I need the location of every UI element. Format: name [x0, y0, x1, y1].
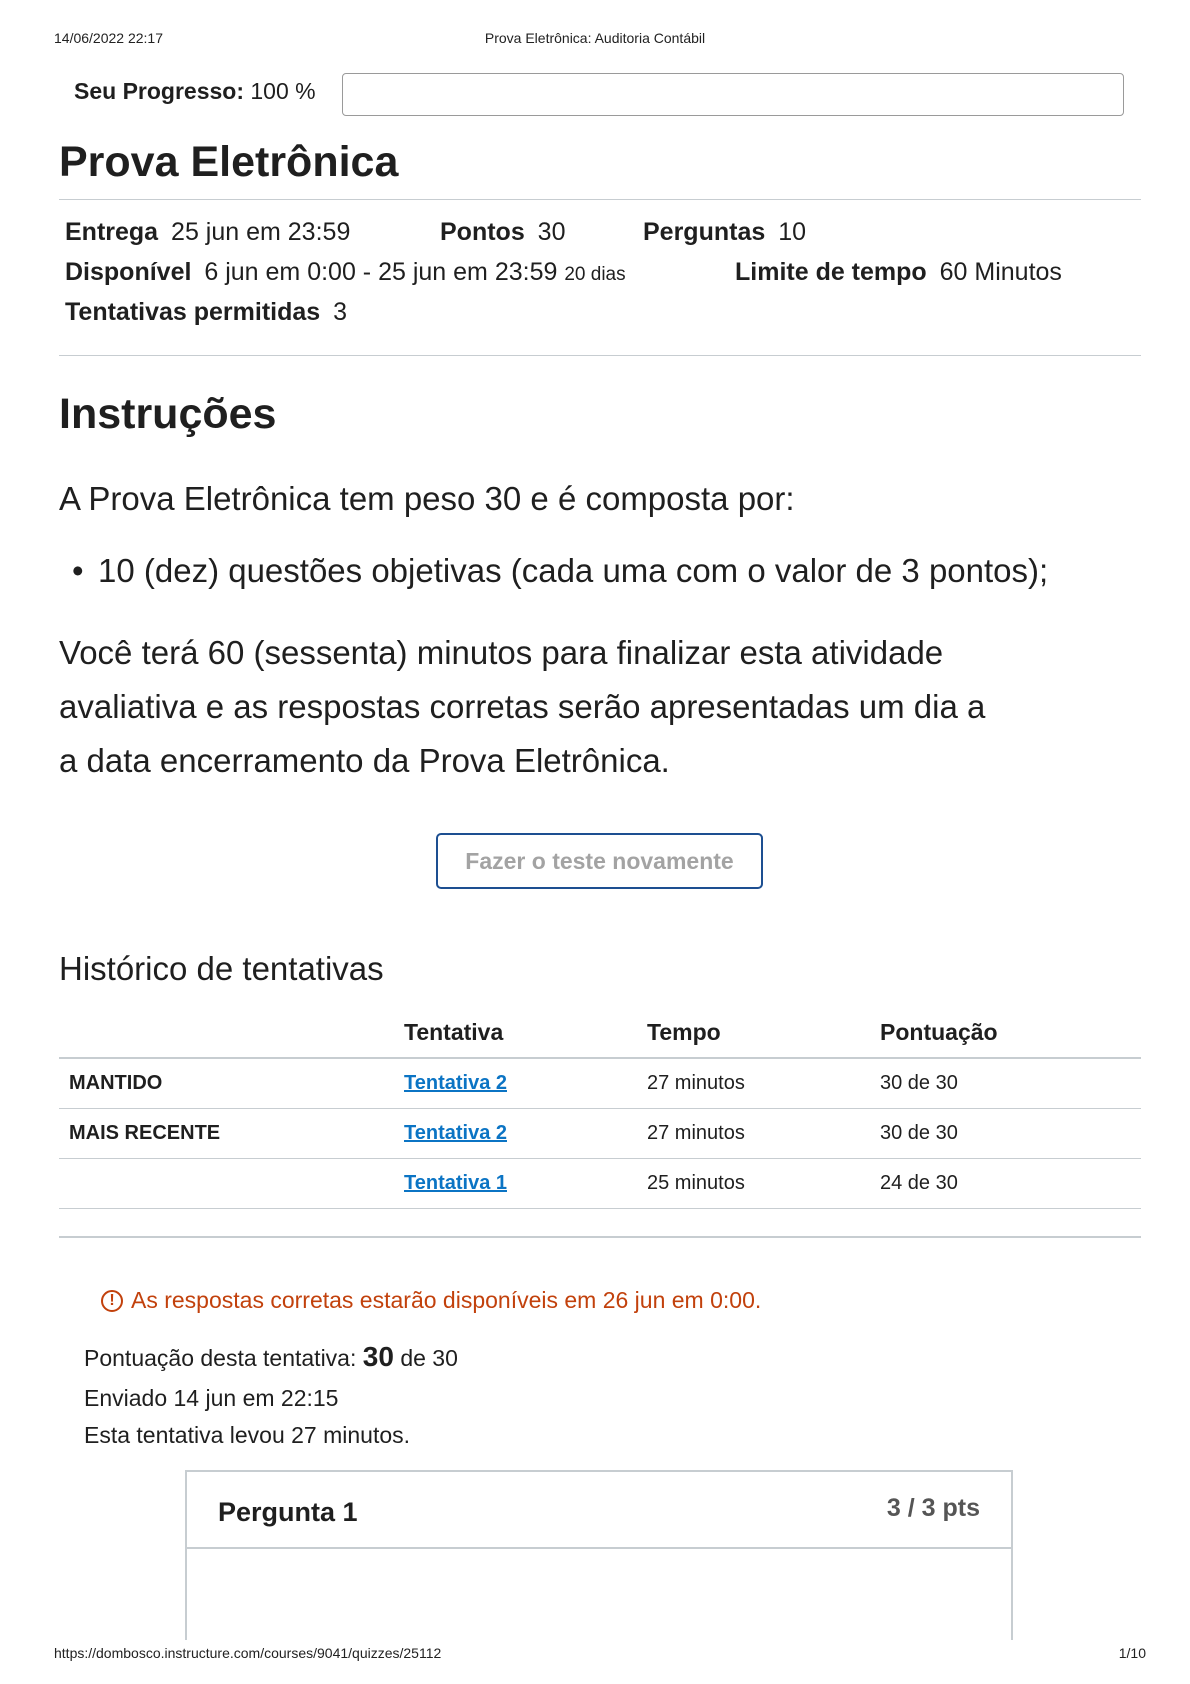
page-title: Prova Eletrônica: [59, 138, 399, 186]
alert-text: As respostas corretas estarão disponíveis em 26 jun em 0:00.: [131, 1287, 762, 1313]
meta-tentativas-value: 3: [333, 298, 348, 326]
meta-disponivel-days: 20 dias: [564, 264, 626, 285]
attempt-score-line: [84, 1341, 458, 1373]
print-page-number: 1/10: [1118, 1645, 1146, 1661]
instructions-paragraph: [59, 626, 1069, 788]
meta-tentativas-label: Tentativas permitidas: [65, 298, 321, 326]
meta-perguntas: [643, 218, 806, 247]
print-title: Prova Eletrônica: Auditoria Contábil: [484, 30, 706, 46]
warning-icon: !: [101, 1290, 123, 1312]
meta-limite-label: Limite de tempo: [735, 258, 927, 286]
table-row: [59, 1058, 1141, 1109]
attempt-link[interactable]: Tentativa 2: [404, 1122, 507, 1144]
column-header: Tempo: [647, 1015, 880, 1058]
attempt-cell: [404, 1159, 647, 1209]
meta-disponivel: [65, 258, 626, 287]
attempt-tag: MANTIDO: [59, 1058, 404, 1109]
divider: [59, 355, 1141, 356]
attempt-link[interactable]: Tentativa 1: [404, 1172, 507, 1194]
divider: [59, 199, 1141, 200]
instructions-bullet: [72, 552, 1048, 590]
meta-disponivel-value: 6 jun em 0:00 - 25 jun em 23:59: [204, 258, 558, 286]
retake-quiz-button[interactable]: Fazer o teste novamente: [436, 833, 763, 889]
meta-limite: [735, 258, 1062, 287]
meta-perguntas-value: 10: [778, 218, 807, 246]
instructions-lead: A Prova Eletrônica tem peso 30 e é composta por:: [59, 480, 795, 517]
table-row: [59, 1159, 1141, 1209]
divider: [59, 1236, 1141, 1238]
progress-label: [74, 78, 316, 105]
instructions-line: a data encerramento da Prova Eletrônica.: [59, 742, 670, 779]
score-prefix: Pontuação desta tentativa:: [84, 1345, 357, 1371]
attempt-score: 30 de 30: [880, 1109, 1141, 1159]
meta-disponivel-label: Disponível: [65, 258, 192, 286]
attempt-score: 30 de 30: [880, 1058, 1141, 1109]
submitted-at: Enviado 14 jun em 22:15: [84, 1385, 339, 1411]
column-header: [59, 1015, 404, 1058]
table-row: [59, 1109, 1141, 1159]
instructions-line: avaliativa e as respostas corretas serão apresentadas um dia a: [59, 688, 986, 725]
progress-fill: [343, 74, 1123, 115]
instructions-heading: Instruções: [59, 390, 277, 438]
meta-limite-value: 60 Minutos: [939, 258, 1062, 286]
progress-value: 100 %: [250, 78, 316, 104]
meta-pontos-value: 30: [537, 218, 566, 246]
attempt-time: 27 minutos: [647, 1109, 880, 1159]
answers-availability-alert: [101, 1287, 761, 1314]
meta-entrega-label: Entrega: [65, 218, 159, 246]
print-date: 14/06/2022 22:17: [54, 30, 163, 46]
column-header: Pontuação: [880, 1015, 1141, 1058]
attempt-link[interactable]: Tentativa 2: [404, 1072, 507, 1094]
meta-pontos: [440, 218, 565, 247]
meta-tentativas: [65, 298, 347, 327]
meta-pontos-label: Pontos: [440, 218, 525, 246]
attempt-score: 24 de 30: [880, 1159, 1141, 1209]
attempt-duration: Esta tentativa levou 27 minutos.: [84, 1422, 411, 1448]
column-header: Tentativa: [404, 1015, 647, 1058]
question-points: 3 / 3 pts: [886, 1494, 980, 1522]
table-header-row: [59, 1015, 1141, 1058]
attempt-tag: [59, 1159, 404, 1209]
score-value: 30: [362, 1341, 394, 1372]
attempt-time: 27 minutos: [647, 1058, 880, 1109]
score-suffix: de 30: [400, 1345, 458, 1371]
attempt-tag: MAIS RECENTE: [59, 1109, 404, 1159]
attempt-cell: [404, 1109, 647, 1159]
attempt-history-heading: Histórico de tentativas: [59, 950, 384, 987]
meta-perguntas-label: Perguntas: [643, 218, 766, 246]
meta-entrega: [65, 218, 350, 247]
meta-entrega-value: 25 jun em 23:59: [171, 218, 351, 246]
question-card: [185, 1470, 1013, 1640]
progress-label-text: Seu Progresso:: [74, 78, 244, 104]
instructions-line: Você terá 60 (sessenta) minutos para finalizar esta atividade: [59, 634, 944, 671]
instructions-bullet-text: 10 (dez) questões objetivas (cada uma com o valor de 3 pontos);: [98, 552, 1049, 589]
question-title: Pergunta 1: [218, 1497, 358, 1527]
print-url: https://dombosco.instructure.com/courses/9041/quizzes/25112: [54, 1645, 442, 1661]
progress-bar: [342, 73, 1124, 116]
bullet-icon: •: [72, 552, 84, 589]
question-header: [187, 1472, 1011, 1549]
attempt-cell: [404, 1058, 647, 1109]
attempt-time: 25 minutos: [647, 1159, 880, 1209]
attempt-history-table: [59, 1015, 1141, 1209]
